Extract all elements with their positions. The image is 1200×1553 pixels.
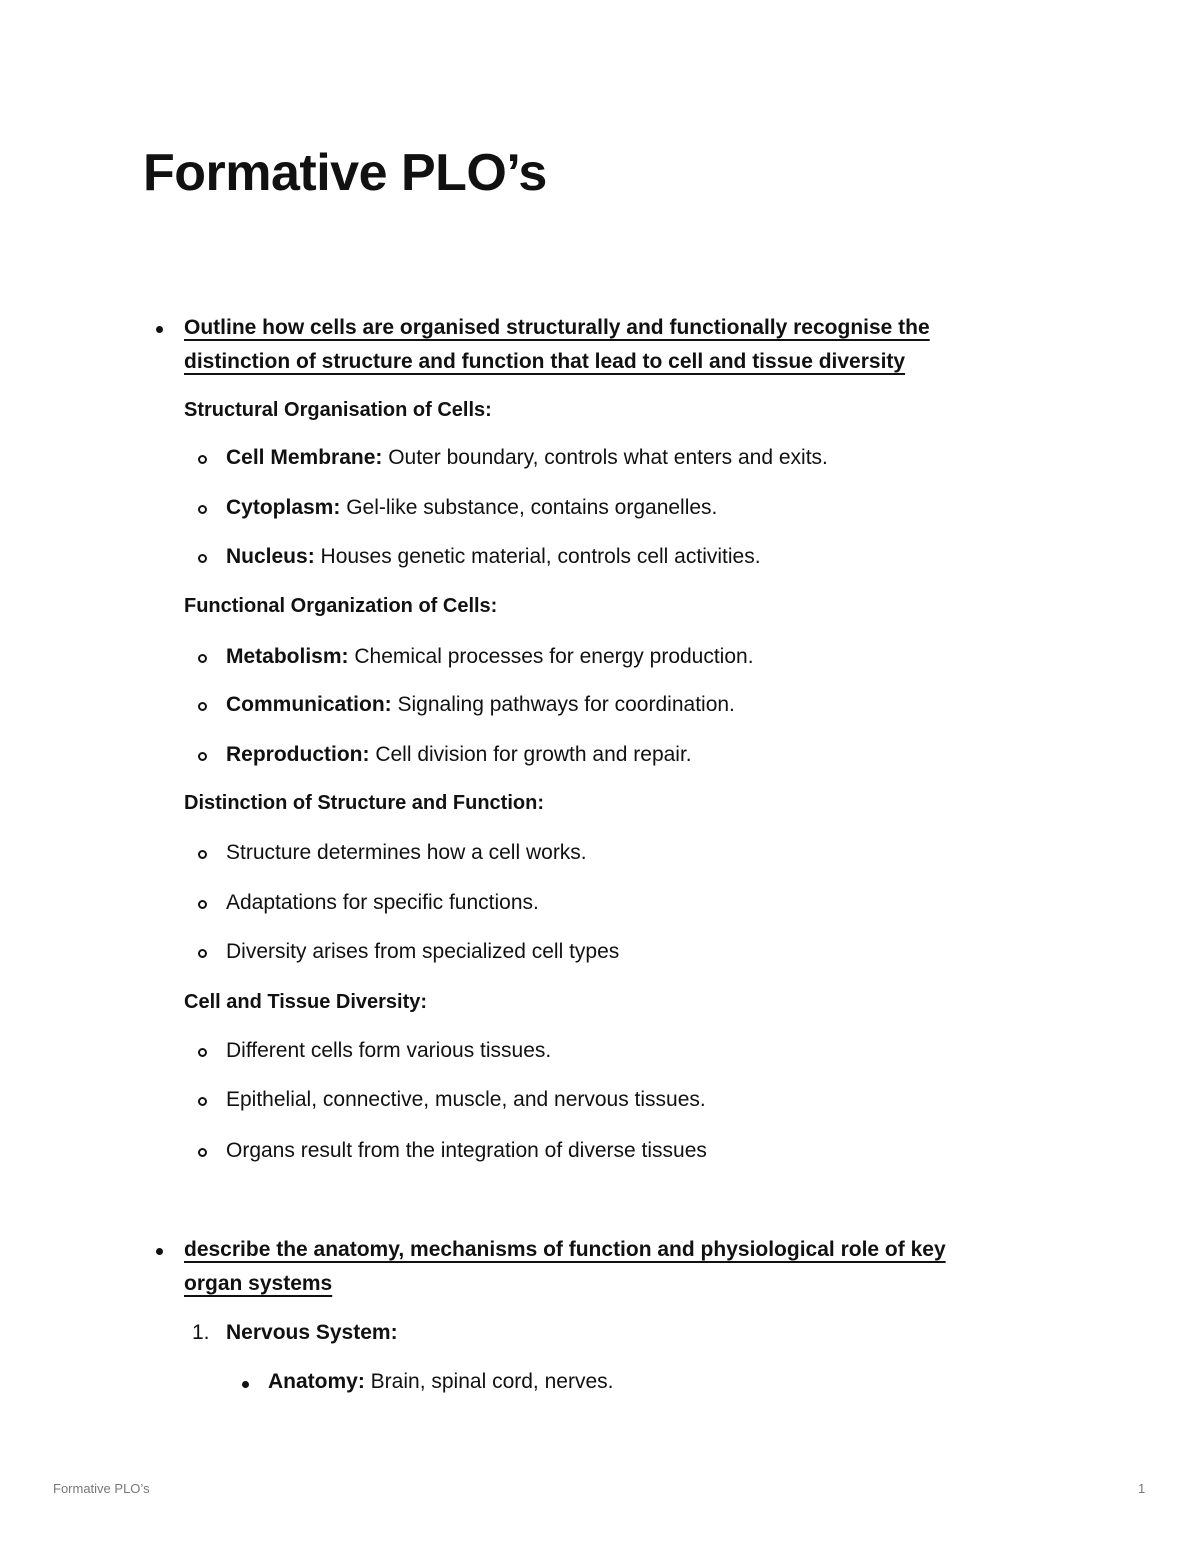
item-term: Metabolism: xyxy=(226,645,349,668)
item-text: Cell division for growth and repair. xyxy=(369,743,692,766)
bullet-ring xyxy=(198,949,207,958)
bullet-ring xyxy=(198,752,207,761)
list-item xyxy=(226,938,619,966)
item-text: Chemical processes for energy production. xyxy=(348,645,754,668)
list-item xyxy=(268,1368,613,1396)
group-title: Distinction of Structure and Function: xyxy=(184,792,544,814)
item-term: Anatomy: xyxy=(268,1370,365,1393)
list-item xyxy=(226,494,717,522)
bullet-ring xyxy=(198,1097,207,1106)
item-text: Adaptations for specific functions. xyxy=(226,891,539,914)
bullet-disc xyxy=(156,1248,163,1255)
item-term: Communication: xyxy=(226,693,392,716)
item-term: Cell Membrane: xyxy=(226,446,383,469)
item-text: Different cells form various tissues. xyxy=(226,1039,552,1062)
list-item xyxy=(226,643,754,671)
bullet-ring xyxy=(198,900,207,909)
section-heading xyxy=(184,311,1084,379)
item-text: Diversity arises from specialized cell types xyxy=(226,940,620,963)
group-title: Structural Organisation of Cells: xyxy=(184,399,492,421)
section-heading-line: Outline how cells are organised structurally and functionally recognise the xyxy=(184,316,930,339)
section-heading-line: describe the anatomy, mechanisms of function and physiological role of key xyxy=(184,1238,946,1261)
bullet-ring xyxy=(198,455,207,464)
section-heading-line: organ systems xyxy=(184,1272,333,1295)
numbered-item-title: Nervous System: xyxy=(226,1321,398,1344)
group-title: Functional Organization of Cells: xyxy=(184,595,498,617)
item-text: Brain, spinal cord, nerves. xyxy=(364,1370,614,1393)
list-item xyxy=(226,839,587,867)
item-term: Nucleus: xyxy=(226,545,315,568)
list-item xyxy=(226,1137,707,1165)
item-term: Reproduction: xyxy=(226,743,370,766)
item-term: Cytoplasm: xyxy=(226,496,341,519)
group-title: Cell and Tissue Diversity: xyxy=(184,991,428,1013)
section-heading-line: distinction of structure and function that lead to cell and tissue diversity xyxy=(184,350,906,373)
list-item xyxy=(226,691,735,719)
bullet-ring xyxy=(198,1048,207,1057)
item-text: Gel-like substance, contains organelles. xyxy=(340,496,718,519)
bullet-disc xyxy=(156,326,163,333)
list-item xyxy=(226,444,828,472)
bullet-ring xyxy=(198,505,207,514)
item-text: Outer boundary, controls what enters and exits. xyxy=(382,446,828,469)
list-item xyxy=(226,1037,551,1065)
list-item xyxy=(226,1086,706,1114)
footer-title: Formative PLO’s xyxy=(53,1481,150,1496)
page-title: Formative PLO’s xyxy=(143,144,547,202)
item-text: Houses genetic material, controls cell activities. xyxy=(314,545,761,568)
list-item xyxy=(226,543,761,571)
section-heading xyxy=(184,1233,1084,1301)
item-text: Epithelial, connective, muscle, and nervous tissues. xyxy=(226,1088,706,1111)
bullet-ring xyxy=(198,654,207,663)
page-number: 1 xyxy=(1138,1481,1146,1496)
item-text: Structure determines how a cell works. xyxy=(226,841,587,864)
bullet-ring xyxy=(198,1148,207,1157)
bullet-disc xyxy=(242,1381,249,1388)
list-number: 1. xyxy=(192,1321,210,1344)
bullet-ring xyxy=(198,702,207,711)
list-item xyxy=(226,889,539,917)
item-text: Signaling pathways for coordination. xyxy=(391,693,735,716)
bullet-ring xyxy=(198,554,207,563)
item-text: Organs result from the integration of diverse tissues xyxy=(226,1139,707,1162)
list-item xyxy=(226,741,692,769)
bullet-ring xyxy=(198,850,207,859)
